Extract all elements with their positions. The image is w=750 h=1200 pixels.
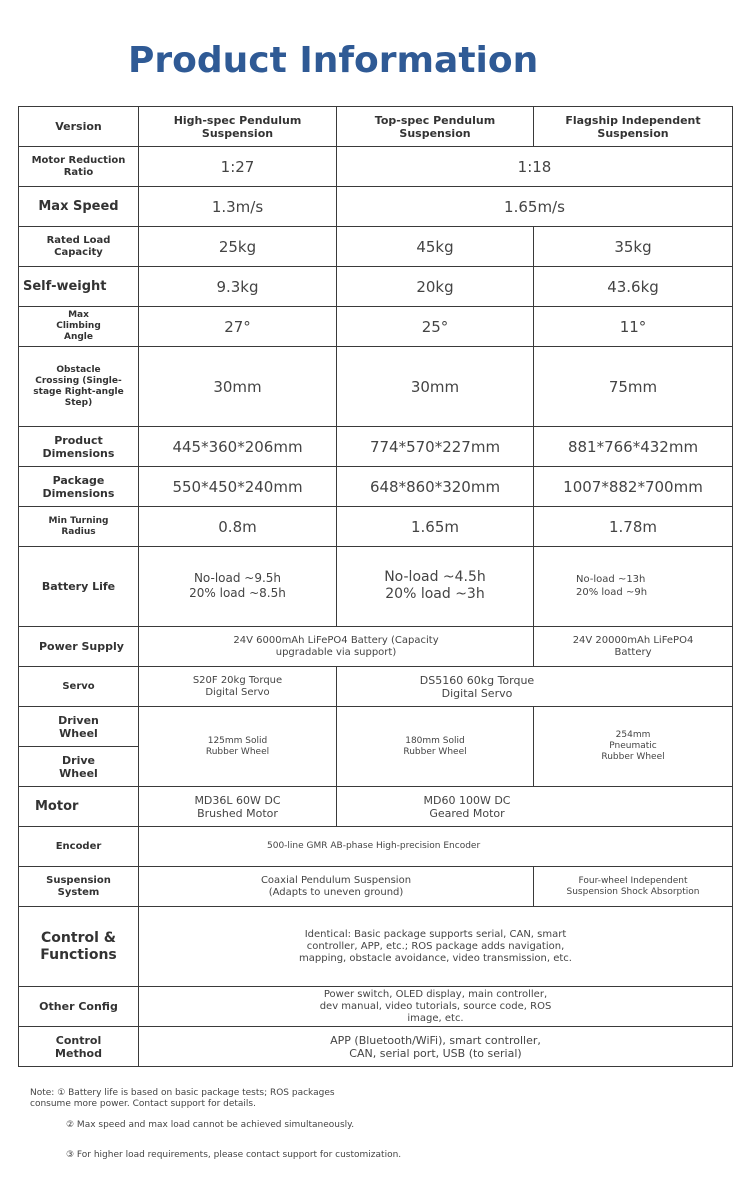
page-title: Product Information: [128, 40, 539, 81]
version-3: Flagship Independent Suspension: [534, 107, 733, 147]
battery-life-v3: [534, 547, 733, 627]
obstacle-v2: 30mm: [337, 347, 534, 427]
other-config-value: Power switch, OLED display, main controller, dev manual, video tutorials, source code, ROS image, etc.: [139, 987, 733, 1027]
battery-life-v3-load: 20% load ~9h: [576, 587, 648, 598]
power-v3: 24V 20000mAh LiFePO4 Battery: [534, 627, 733, 667]
battery-life-v2-noload: No-load ~4.5h: [384, 569, 486, 585]
row-label-max-speed: Max Speed: [19, 187, 139, 227]
spec-table: [18, 106, 733, 1067]
table-row-version: [19, 107, 733, 147]
servo-v23: [337, 667, 733, 707]
table-row-max-speed: [19, 187, 733, 227]
package-dim-v2: 648*860*320mm: [337, 467, 534, 507]
table-row-control-method: [19, 1027, 733, 1067]
row-label-motor-ratio: Motor Reduction Ratio: [19, 147, 139, 187]
climbing-v3: 11°: [534, 307, 733, 347]
wheel-v2: 180mm Solid Rubber Wheel: [337, 707, 534, 787]
row-label-obstacle: Obstacle Crossing (Single-stage Right-angle Step): [19, 347, 139, 427]
table-row-package-dim: [19, 467, 733, 507]
table-row-motor-ratio: [19, 147, 733, 187]
table-row-self-weight: [19, 267, 733, 307]
table-row-driven-wheel: [19, 707, 733, 747]
version-1: High-spec Pendulum Suspension: [139, 107, 337, 147]
row-label-suspension: Suspension System: [19, 867, 139, 907]
row-label-other-config: Other Config: [19, 987, 139, 1027]
table-row-obstacle: [19, 347, 733, 427]
climbing-v2: 25°: [337, 307, 534, 347]
product-dim-v3: 881*766*432mm: [534, 427, 733, 467]
package-dim-v1: 550*450*240mm: [139, 467, 337, 507]
version-2: Top-spec Pendulum Suspension: [337, 107, 534, 147]
battery-life-v1-load: 20% load ~8.5h: [189, 586, 286, 600]
table-row-climbing: [19, 307, 733, 347]
row-label-control-functions: Control & Functions: [19, 907, 139, 987]
max-speed-v23: 1.65m/s: [337, 187, 733, 227]
table-row-turning: [19, 507, 733, 547]
obstacle-v1: 30mm: [139, 347, 337, 427]
self-weight-v2: 20kg: [337, 267, 534, 307]
row-label-version: Version: [19, 107, 139, 147]
row-label-motor: Motor: [19, 787, 139, 827]
row-label-rated-load: Rated Load Capacity: [19, 227, 139, 267]
motor-ratio-v1: 1:27: [139, 147, 337, 187]
battery-life-v1-noload: No-load ~9.5h: [193, 571, 282, 585]
control-method-value: APP (Bluetooth/WiFi), smart controller, CAN, serial port, USB (to serial): [139, 1027, 733, 1067]
row-label-product-dim: Product Dimensions: [19, 427, 139, 467]
servo-v1: S20F 20kg Torque Digital Servo: [139, 667, 337, 707]
row-label-turning: Min Turning Radius: [19, 507, 139, 547]
motor-v23-text: MD60 100W DC Geared Motor: [423, 793, 511, 820]
power-v12: 24V 6000mAh LiFePO4 Battery (Capacity upgradable via support): [139, 627, 534, 667]
table-row-power: [19, 627, 733, 667]
note-2: ② Max speed and max load cannot be achieved simultaneously.: [66, 1120, 355, 1130]
obstacle-v3: 75mm: [534, 347, 733, 427]
table-row-encoder: [19, 827, 733, 867]
suspension-v12: Coaxial Pendulum Suspension (Adapts to uneven ground): [139, 867, 534, 907]
table-row-suspension: [19, 867, 733, 907]
rated-load-v1: 25kg: [139, 227, 337, 267]
climbing-v1: 27°: [139, 307, 337, 347]
product-dim-v2: 774*570*227mm: [337, 427, 534, 467]
motor-v23: [337, 787, 733, 827]
note-1: Note: ① Battery life is based on basic package tests; ROS packages consume more power. Contact support for details.: [30, 1088, 335, 1109]
servo-v23-text: DS5160 60kg Torque Digital Servo: [419, 673, 535, 700]
row-label-battery-life: Battery Life: [19, 547, 139, 627]
battery-life-v2-load: 20% load ~3h: [385, 586, 485, 602]
suspension-v3: Four-wheel Independent Suspension Shock Absorption: [534, 867, 733, 907]
row-label-self-weight: Self-weight: [19, 267, 139, 307]
table-row-control-functions: [19, 907, 733, 987]
self-weight-v1: 9.3kg: [139, 267, 337, 307]
table-row-product-dim: [19, 427, 733, 467]
encoder-value: 500-line GMR AB-phase High-precision Encoder: [139, 827, 733, 867]
turning-v3: 1.78m: [534, 507, 733, 547]
table-row-battery-life: [19, 547, 733, 627]
motor-v1: MD36L 60W DC Brushed Motor: [139, 787, 337, 827]
wheel-v1: 125mm Solid Rubber Wheel: [139, 707, 337, 787]
motor-ratio-v23: 1:18: [337, 147, 733, 187]
row-label-power: Power Supply: [19, 627, 139, 667]
row-label-encoder: Encoder: [19, 827, 139, 867]
battery-life-v2: [337, 547, 534, 627]
table-row-servo: [19, 667, 733, 707]
battery-life-v3-noload: No-load ~13h: [576, 574, 646, 585]
table-row-motor: [19, 787, 733, 827]
table-row-other-config: [19, 987, 733, 1027]
table-row-rated-load: [19, 227, 733, 267]
row-label-control-method: Control Method: [19, 1027, 139, 1067]
control-functions-value: Identical: Basic package supports serial, CAN, smart controller, APP, etc.; ROS package adds navigation, mapping, obstacle avoidance, video transmission, etc.: [139, 907, 733, 987]
row-label-driven-wheel: Driven Wheel: [19, 707, 139, 747]
max-speed-v1: 1.3m/s: [139, 187, 337, 227]
row-label-servo: Servo: [19, 667, 139, 707]
turning-v1: 0.8m: [139, 507, 337, 547]
product-dim-v1: 445*360*206mm: [139, 427, 337, 467]
package-dim-v3: 1007*882*700mm: [534, 467, 733, 507]
battery-life-v1: [139, 547, 337, 627]
self-weight-v3: 43.6kg: [534, 267, 733, 307]
turning-v2: 1.65m: [337, 507, 534, 547]
rated-load-v3: 35kg: [534, 227, 733, 267]
row-label-drive-wheel: Drive Wheel: [19, 747, 139, 787]
wheel-v3: 254mm Pneumatic Rubber Wheel: [534, 707, 733, 787]
rated-load-v2: 45kg: [337, 227, 534, 267]
row-label-package-dim: Package Dimensions: [19, 467, 139, 507]
row-label-climbing: Max Climbing Angle: [19, 307, 139, 347]
note-3: ③ For higher load requirements, please contact support for customization.: [66, 1150, 402, 1160]
